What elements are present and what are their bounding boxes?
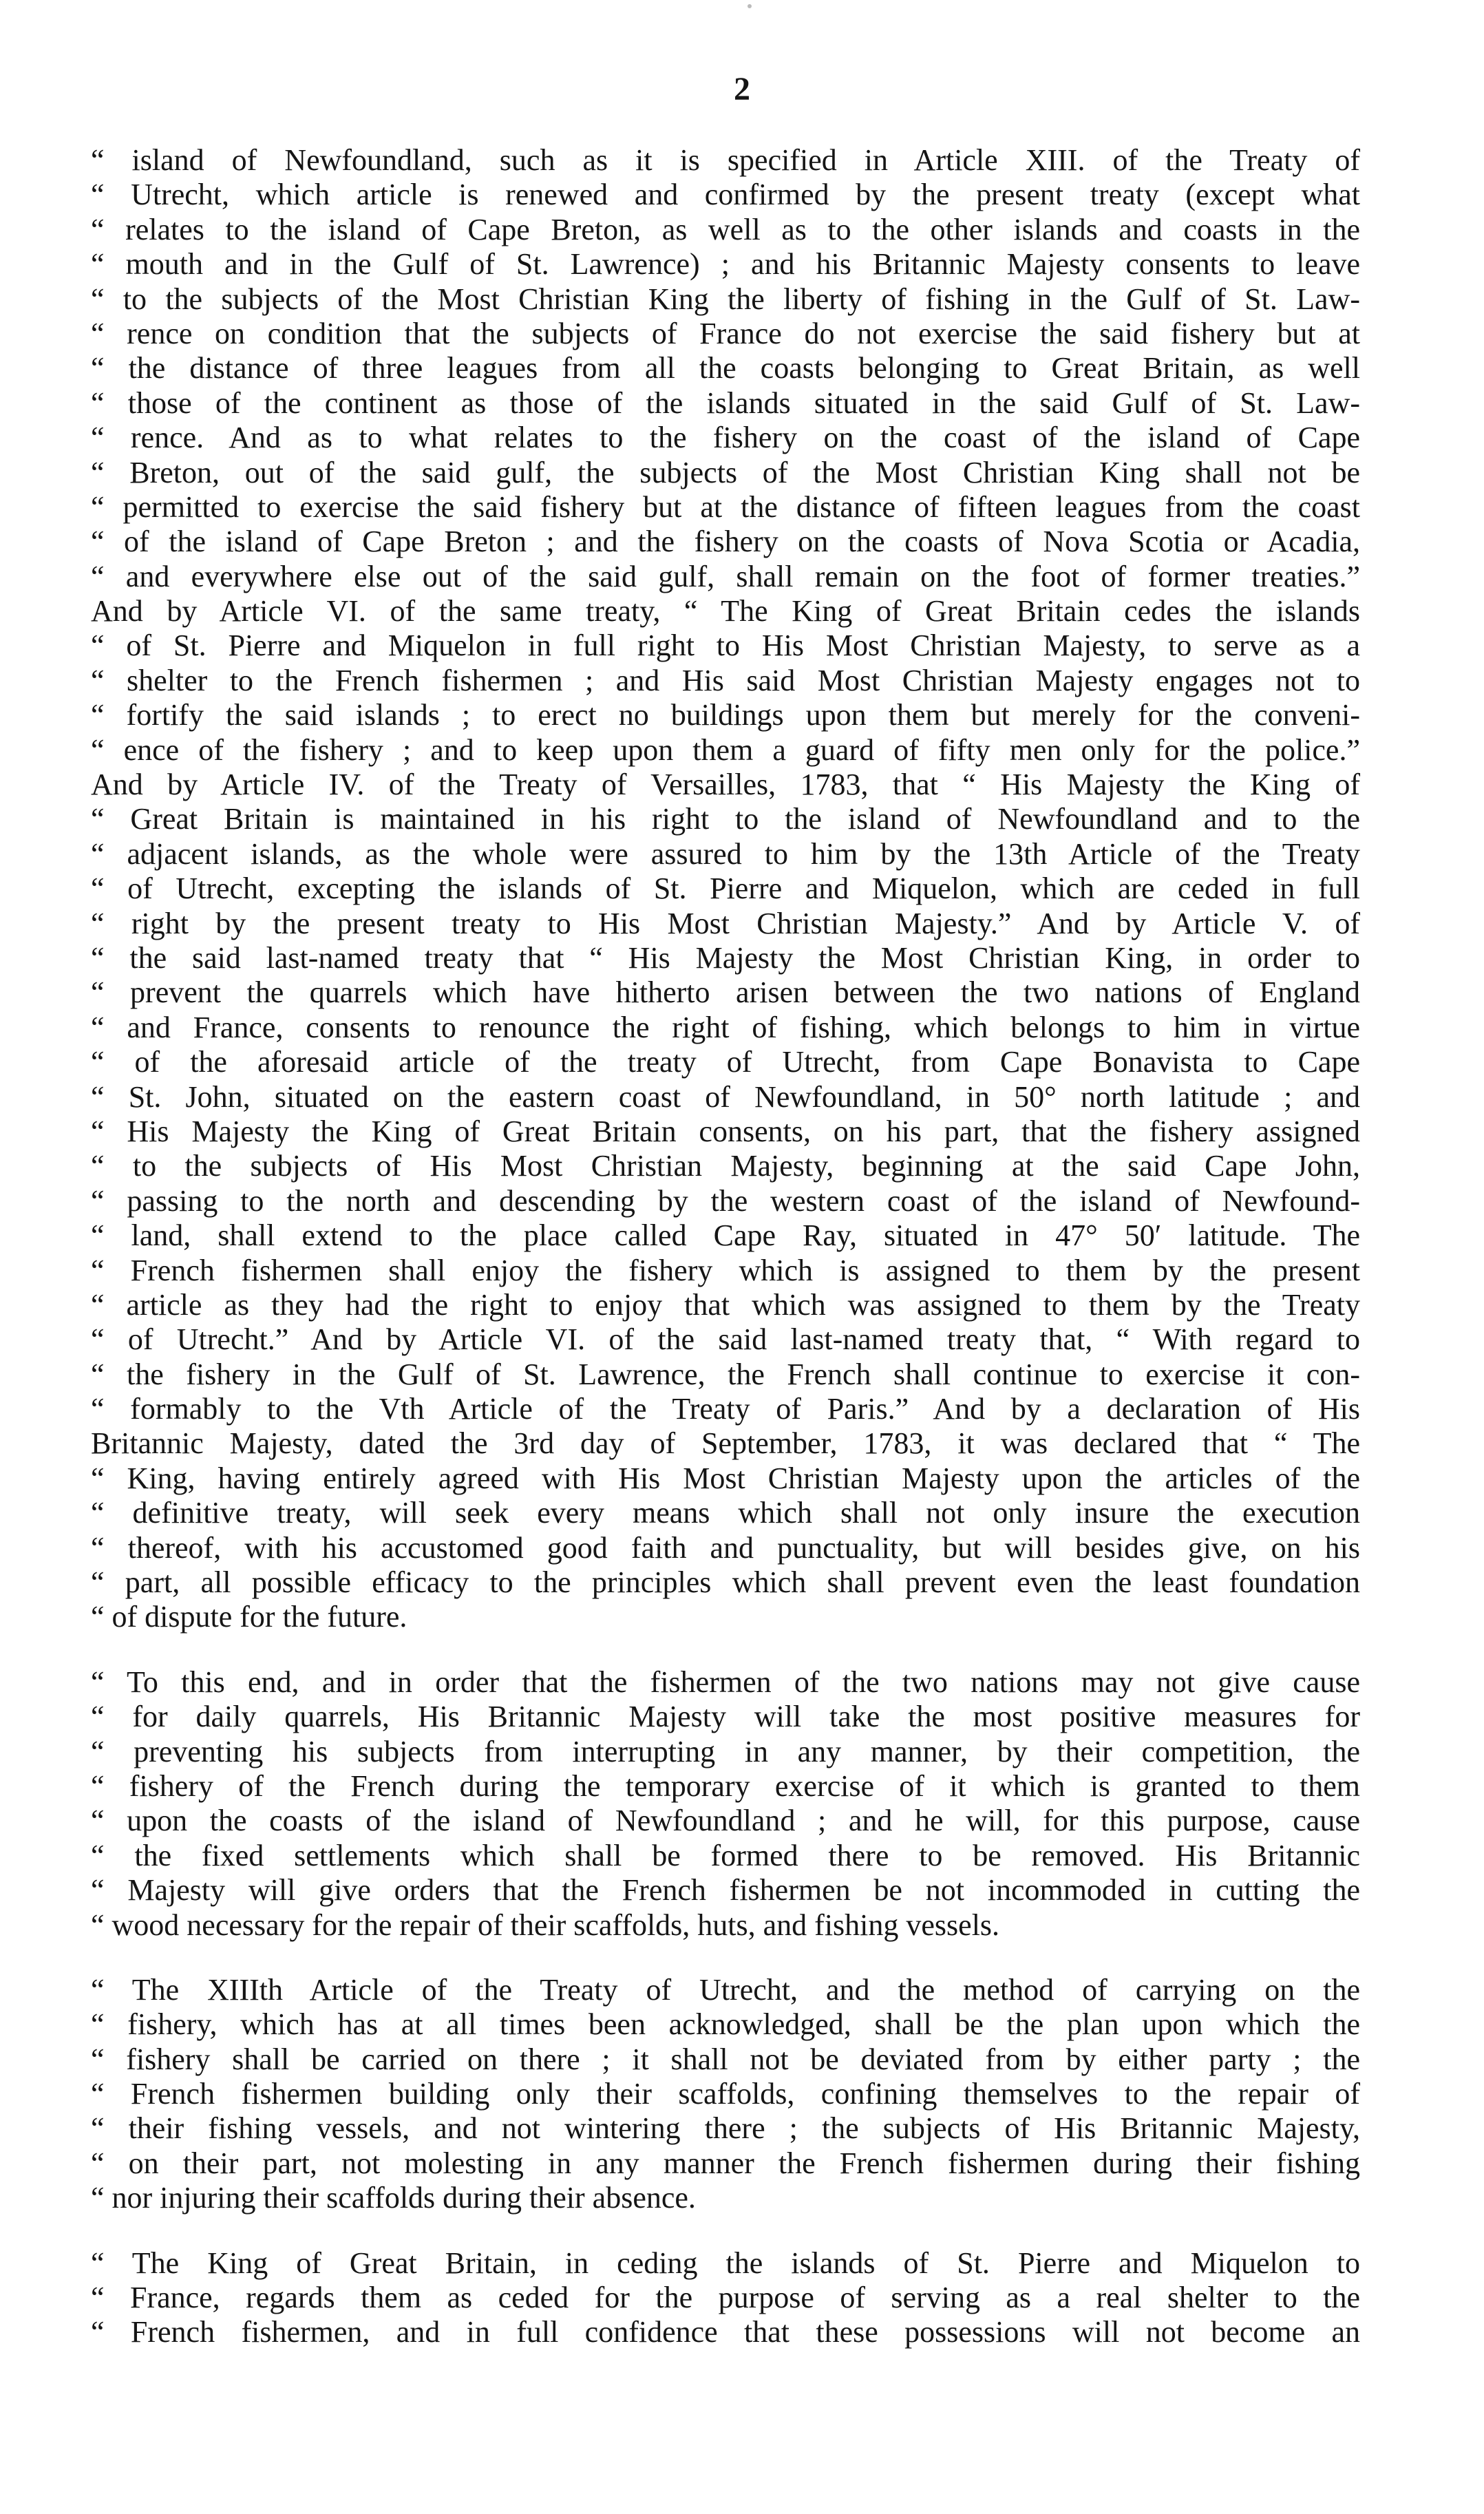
- text-line: “ wood necessary for the repair of their scaffolds, huts, and fishing vessels.: [91, 1908, 1000, 1942]
- text-line: “ King, having entirely agreed with His Most Christian Majesty upon the articles of the: [91, 1461, 1360, 1495]
- text-line: “ St. John, situated on the eastern coast of Newfoundland, in 50° north latitude ; and: [91, 1079, 1360, 1114]
- text-line: “ part, all possible efficacy to the principles which shall prevent even the least foundation: [91, 1565, 1360, 1600]
- text-line: “ nor injuring their scaffolds during their absence.: [91, 2181, 696, 2215]
- text-line: “ of the island of Cape Breton ; and the fishery on the coasts of Nova Scotia or Acadia,: [91, 525, 1360, 559]
- text-line: “ preventing his subjects from interrupting in any manner, by their competition, the: [91, 1734, 1360, 1768]
- text-line: “ of dispute for the future.: [91, 1600, 407, 1634]
- text-line: “ upon the coasts of the island of Newfoundland ; and he will, for this purpose, cause: [91, 1804, 1360, 1838]
- text-line: “ ence of the fishery ; and to keep upon them a guard of fifty men only for the police.”: [91, 732, 1360, 767]
- text-line: “ permitted to exercise the said fishery but at the distance of fifteen leagues from the coast: [91, 489, 1360, 524]
- text-line: “ the fixed settlements which shall be formed there to be removed. His Britannic: [91, 1838, 1360, 1872]
- page-number: 2: [734, 71, 750, 107]
- text-line: “ the said last-named treaty that “ His Majesty the Most Christian King, in order to: [91, 940, 1360, 975]
- text-line: “ island of Newfoundland, such as it is specified in Article XIII. of the Treaty of: [91, 143, 1360, 177]
- text-line: “ shelter to the French fishermen ; and His said Most Christian Majesty engages not to: [91, 663, 1360, 697]
- text-line: “ The King of Great Britain, in ceding the islands of St. Pierre and Miquelon to: [91, 2246, 1360, 2280]
- text-line: “ of Utrecht, excepting the islands of St. Pierre and Miquelon, which are ceded in full: [91, 872, 1360, 906]
- text-line: “ the fishery in the Gulf of St. Lawrence, the French shall continue to exercise it con-: [91, 1357, 1360, 1391]
- text-line: And by Article IV. of the Treaty of Versailles, 1783, that “ His Majesty the King of: [91, 768, 1360, 802]
- text-line: “ adjacent islands, as the whole were assured to him by the 13th Article of the Treaty: [91, 836, 1360, 871]
- text-line: “ their fishing vessels, and not wintering there ; the subjects of His Britannic Majesty,: [91, 2111, 1360, 2146]
- text-line: “ French fishermen shall enjoy the fishery which is assigned to them by the present: [91, 1253, 1360, 1287]
- text-line: “ To this end, and in order that the fishermen of the two nations may not give cause: [91, 1665, 1360, 1699]
- text-line: “ the distance of three leagues from all the coasts belonging to Great Britain, as well: [91, 351, 1360, 385]
- text-line: And by Article VI. of the same treaty, “ The King of Great Britain cedes the islands: [91, 594, 1360, 628]
- text-line: “ of St. Pierre and Miquelon in full right to His Most Christian Majesty, to serve as a: [91, 628, 1360, 663]
- text-line: “ right by the present treaty to His Most Christian Majesty.” And by Article V. of: [91, 906, 1360, 940]
- text-line: “ Majesty will give orders that the French fishermen be not incommoded in cutting the: [91, 1873, 1360, 1908]
- text-line: “ formably to the Vth Article of the Treaty of Paris.” And by a declaration of His: [91, 1392, 1360, 1426]
- text-line: “ fortify the said islands ; to erect no buildings upon them but merely for the conveni-: [91, 698, 1360, 732]
- text-line: “ rence on condition that the subjects of France do not exercise the said fishery but at: [91, 316, 1360, 350]
- text-line: “ rence. And as to what relates to the fishery on the coast of the island of Cape: [91, 421, 1360, 455]
- text-line: “ French fishermen, and in full confidence that these possessions will not become an: [91, 2315, 1360, 2349]
- text-line: “ and everywhere else out of the said gulf, shall remain on the foot of former treaties.”: [91, 559, 1360, 593]
- text-line: “ and France, consents to renounce the right of fishing, which belongs to him in virtue: [91, 1010, 1360, 1044]
- text-line: “ thereof, with his accustomed good faith and punctuality, but will besides give, on his: [91, 1530, 1360, 1565]
- text-line: “ Breton, out of the said gulf, the subjects of the Most Christian King shall not be: [91, 455, 1360, 489]
- text-line: “ passing to the north and descending by the western coast of the island of Newfound-: [91, 1183, 1360, 1218]
- text-line: “ French fishermen building only their scaffolds, confining themselves to the repair of: [91, 2077, 1360, 2111]
- text-line: “ article as they had the right to enjoy that which was assigned to them by the Treaty: [91, 1287, 1360, 1322]
- text-line: “ prevent the quarrels which have hitherto arisen between the two nations of England: [91, 975, 1360, 1010]
- text-line: “ fishery of the French during the temporary exercise of it which is granted to them: [91, 1768, 1360, 1803]
- text-line: “ of the aforesaid article of the treaty of Utrecht, from Cape Bonavista to Cape: [91, 1045, 1360, 1079]
- text-line: “ of Utrecht.” And by Article VI. of the said last-named treaty that, “ With regard to: [91, 1322, 1360, 1357]
- paragraph: [91, 1973, 1360, 2216]
- paragraph: [91, 1665, 1360, 1943]
- text-line: “ The XIIIth Article of the Treaty of Utrecht, and the method of carrying on the: [91, 1972, 1360, 2007]
- text-line: “ relates to the island of Cape Breton, as well as to the other islands and coasts in the: [91, 212, 1360, 246]
- text-line: “ definitive treaty, will seek every means which shall not only insure the execution: [91, 1496, 1360, 1530]
- text-line: “ Great Britain is maintained in his right to the island of Newfoundland and to the: [91, 802, 1360, 836]
- scan-speck: [748, 4, 752, 8]
- text-line: “ those of the continent as those of the islands situated in the said Gulf of St. Law-: [91, 385, 1360, 420]
- text-line: “ to the subjects of His Most Christian Majesty, beginning at the said Cape John,: [91, 1149, 1360, 1183]
- text-line: “ fishery shall be carried on there ; it shall not be deviated from by either party ; the: [91, 2042, 1360, 2076]
- text-line: “ to the subjects of the Most Christian King the liberty of fishing in the Gulf of St. Law-: [91, 282, 1360, 316]
- text-line: “ mouth and in the Gulf of St. Lawrence) ; and his Britannic Majesty consents to leave: [91, 247, 1360, 282]
- text-line: “ land, shall extend to the place called Cape Ray, situated in 47° 50′ latitude. The: [91, 1218, 1360, 1253]
- text-line: “ France, regards them as ceded for the purpose of serving as a real shelter to the: [91, 2281, 1360, 2315]
- body-text: [91, 143, 1360, 2350]
- text-line: “ Utrecht, which article is renewed and confirmed by the present treaty (except what: [91, 178, 1360, 212]
- text-line: Britannic Majesty, dated the 3rd day of September, 1783, it was declared that “ The: [91, 1426, 1360, 1461]
- text-line: “ His Majesty the King of Great Britain consents, on his part, that the fishery assigned: [91, 1114, 1360, 1148]
- text-line: “ fishery, which has at all times been acknowledged, shall be the plan upon which the: [91, 2007, 1360, 2042]
- text-line: “ on their part, not molesting in any manner the French fishermen during their fishing: [91, 2146, 1360, 2180]
- paragraph: [91, 143, 1360, 1635]
- paragraph: [91, 2246, 1360, 2350]
- text-line: “ for daily quarrels, His Britannic Majesty will take the most positive measures for: [91, 1700, 1360, 1734]
